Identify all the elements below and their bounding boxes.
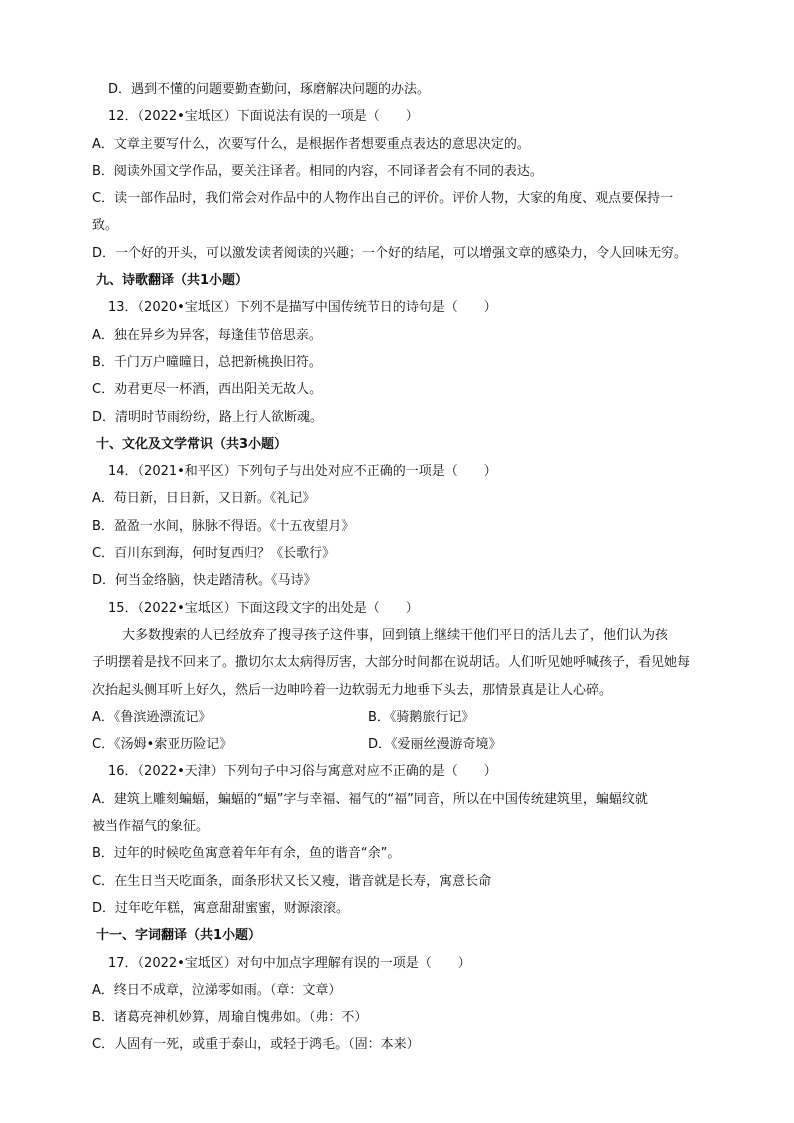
- q14-option-a: A．苟日新，日日新，又日新。《礼记》: [92, 491, 316, 507]
- q13-stem: 13．（2020•宝坻区）下列不是描写中国传统节日的诗句是（ ）: [108, 300, 497, 316]
- section-11-heading: 十一、字词翻译（共1小题）: [96, 928, 262, 944]
- q16-option-a-line2: 被当作福气的象征。: [92, 819, 210, 835]
- q12-option-c-line2: 致。: [92, 218, 119, 234]
- q12-stem: 12．（2022•宝坻区）下面说法有误的一项是（ ）: [108, 109, 419, 125]
- q12-option-a: A．文章主要写什么，次要写什么，是根据作者想要重点表达的意思决定的。: [92, 136, 530, 152]
- q14-option-c: C．百川东到海，何时复西归？《长歌行》: [92, 546, 336, 562]
- q15-passage-line1: 大多数搜索的人已经放弃了搜寻孩子这件事，回到镇上继续干他们平日的活儿去了，他们认为孩: [122, 627, 669, 643]
- q16-option-b: B．过年的时候吃鱼寓意着年年有余，鱼的谐音“余”。: [92, 846, 401, 862]
- q17-option-a: A．终日不成章，泣涕零如雨。（章：文章）: [92, 982, 342, 998]
- q16-option-c: C．在生日当天吃面条，面条形状又长又瘦，谐音就是长寿，寓意长命: [92, 873, 492, 889]
- q16-stem: 16．（2022•天津）下列句子中习俗与寓意对应不正确的是（ ）: [108, 764, 497, 780]
- q12-option-d: D．一个好的开头，可以激发读者阅读的兴趣；一个好的结尾，可以增强文章的感染力，令人回味无穷。: [92, 245, 688, 261]
- q15-option-a: A．《鲁滨逊漂流记》: [92, 709, 212, 725]
- q17-option-c: C．人固有一死，或重于泰山，或轻于鸿毛。（固：本来）: [92, 1037, 420, 1053]
- q13-option-a: A．独在异乡为异客，每逢佳节倍思亲。: [92, 327, 322, 343]
- q15-passage-line3: 次抬起头侧耳听上好久，然后一边呻吟着一边软弱无力地垂下头去，那情景真是让人心碎。: [92, 682, 613, 698]
- q17-option-b: B．诸葛亮神机妙算，周瑜自愧弗如。（弗：不）: [92, 1010, 368, 1026]
- q15-option-b: B．《骑鹅旅行记》: [368, 709, 475, 725]
- q17-stem: 17．（2022•宝坻区）对句中加点字理解有误的一项是（ ）: [108, 955, 471, 971]
- q12-option-b: B．阅读外国文学作品，要关注译者。相同的内容，不同译者会有不同的表达。: [92, 163, 543, 179]
- q14-stem: 14．（2021•和平区）下列句子与出处对应不正确的一项是（ ）: [108, 464, 497, 480]
- q11-option-d: D．遇到不懂的问题要勤查勤问，琢磨解决问题的办法。: [108, 82, 431, 97]
- section-10-heading: 十、文化及文学常识（共3小题）: [96, 436, 288, 452]
- q15-option-d: D．《爱丽丝漫游奇境》: [368, 737, 502, 753]
- q15-options-row-1: [92, 704, 722, 731]
- q14-option-b: B．盈盈一水间，脉脉不得语。《十五夜望月》: [92, 518, 355, 534]
- q13-option-c: C．劝君更尽一杯酒，西出阳关无故人。: [92, 382, 323, 398]
- q14-option-d: D．何当金络脑，快走踏清秋。《马诗》: [92, 573, 317, 589]
- q16-option-a-line1: A．建筑上雕刻蝙蝠，蝙蝠的“蝠”字与幸福、福气的“福”同音，所以在中国传统建筑里，蝙蝠纹就: [92, 791, 648, 807]
- section-9-heading: 九、诗歌翻译（共1小题）: [96, 273, 249, 289]
- q15-passage-line2: 子明摆着是找不回来了。撒切尔太太病得厉害，大部分时间都在说胡话。人们听见她呼喊孩子，看见她每: [92, 655, 691, 671]
- q12-option-c-line1: C．读一部作品时，我们常会对作品中的人物作出自己的评价。评价人物，大家的角度、观点要保持一: [92, 191, 674, 207]
- q15-stem: 15．（2022•宝坻区）下面这段文字的出处是（ ）: [108, 600, 419, 616]
- q15-options-row-2: [92, 731, 722, 758]
- q15-option-c: C．《汤姆•索亚历险记》: [92, 737, 233, 753]
- document-page: [92, 76, 722, 1059]
- q13-option-b: B．千门万户曈曈日，总把新桃换旧符。: [92, 354, 322, 370]
- q16-option-d: D．过年吃年糕，寓意甜甜蜜蜜，财源滚滚。: [92, 900, 350, 916]
- q13-option-d: D．清明时节雨纷纷，路上行人欲断魂。: [92, 409, 324, 425]
